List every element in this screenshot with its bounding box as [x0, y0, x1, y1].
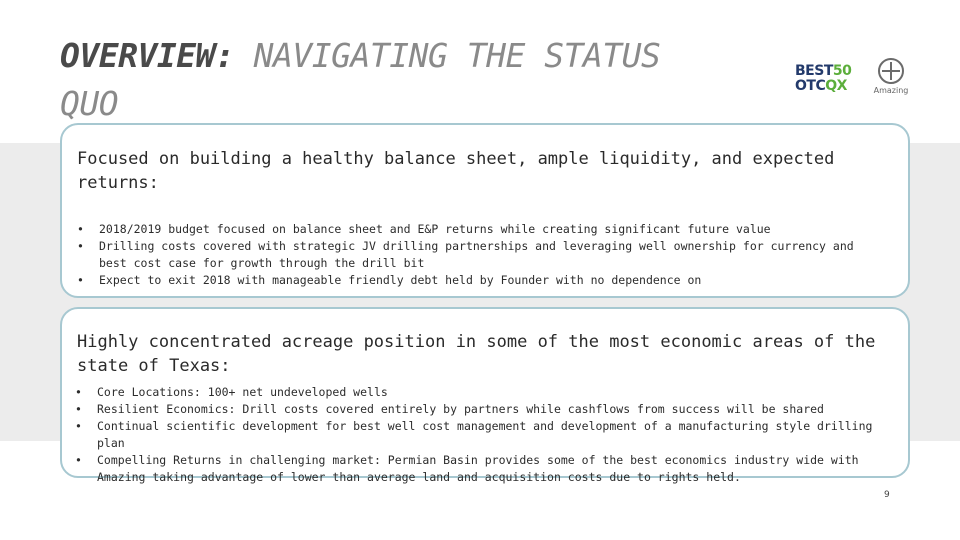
list-item: • 2018/2019 budget focused on balance sheet and E&P returns while creating significant future value [77, 221, 877, 238]
slide-title [60, 32, 680, 128]
page-number: 9 [884, 490, 890, 500]
section1-bullets [77, 221, 877, 289]
list-item: • Drilling costs covered with strategic JV drilling partnerships and leveraging well ownership for currency and best cost case for growth through the drill bit [77, 238, 877, 272]
section2-bullets [75, 384, 875, 486]
list-item: • Resilient Economics: Drill costs covered entirely by partners while cashflows from success will be shared [75, 401, 875, 418]
logo-best-text: BEST [795, 63, 833, 79]
amazing-logo-text: Amazing [873, 86, 909, 95]
section1-heading: Focused on building a healthy balance sheet, ample liquidity, and expected returns: [77, 149, 835, 193]
list-item: • Continual scientific development for best well cost management and development of a manufacturing style drilling plan [75, 418, 875, 452]
section2-heading: Highly concentrated acreage position in some of the most economic areas of the state of Texas: [77, 332, 876, 376]
logo-qx-text: QX [825, 78, 847, 94]
amazing-logo [868, 58, 914, 98]
title-strong: OVERVIEW: [60, 36, 235, 75]
list-item: • Expect to exit 2018 with manageable friendly debt held by Founder with no dependence on [77, 272, 877, 289]
logo-fifty-text: 50 [832, 63, 852, 79]
list-item: • Core Locations: 100+ net undeveloped wells [75, 384, 875, 401]
globe-icon [878, 58, 904, 84]
best50-otcqx-logo [795, 64, 855, 98]
list-item: • Compelling Returns in challenging market: Permian Basin provides some of the best economics industry wide with Amazing taking advantage of lower than average land and acquisition costs due to rights held. [75, 452, 875, 486]
balance-sheet-card [60, 123, 910, 298]
logo-otc-text: OTC [795, 78, 826, 94]
title-light: NAVIGATING THE STATUS QUO [60, 36, 661, 123]
